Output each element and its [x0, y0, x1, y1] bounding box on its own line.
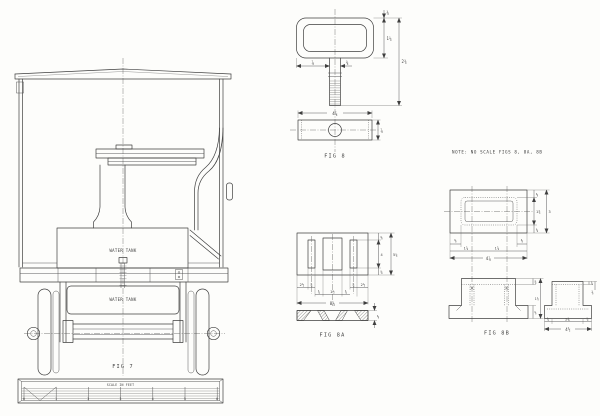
wheel-left [27, 289, 59, 375]
dim-label: ⅞ [311, 60, 315, 65]
rear-axle [24, 321, 225, 343]
boiler-drum [94, 145, 205, 228]
dim-label: ¾ [310, 283, 313, 287]
platform-frame [20, 268, 228, 282]
upper-tank-label: WATER TANK [109, 248, 137, 253]
dim-label: 1¼ [386, 36, 392, 41]
dim-label: ⅜ [534, 280, 537, 285]
fig8b-end-elevation [545, 282, 598, 332]
dim-label: ⅝ [454, 239, 457, 243]
dim-label: ⅞ [380, 128, 384, 133]
fig8b-plan-view [444, 186, 551, 322]
tick-label: 5 [183, 397, 187, 401]
fig8b-caption: FIG 8B [484, 330, 510, 337]
left-post [19, 79, 23, 267]
dim-label: 4 [380, 253, 383, 257]
fig8a-slotted-plate [297, 233, 398, 339]
dim-label: ⅝ [536, 193, 539, 197]
dim-label: ⅝ [380, 270, 383, 275]
dim-label: 2¾ [565, 317, 570, 322]
fig8a-section-view [297, 300, 380, 328]
dim-label: 2½ [299, 283, 305, 287]
dim-label: ⅝ [380, 236, 383, 240]
tick-label: 6 [216, 397, 219, 401]
fig8b-recessed-block [444, 186, 597, 337]
dim-label: ⅝ [536, 228, 539, 233]
dim-label: 2½ [360, 283, 366, 287]
cab-side-sheet [195, 128, 224, 230]
dim-label: 4⅞ [485, 255, 492, 261]
tick-label: 1 [55, 397, 58, 401]
dim-label: ¾ [317, 290, 321, 294]
dim-label: ⅜ [591, 291, 594, 295]
fig8-plan-view [290, 111, 384, 141]
dim-label: ⅝ [534, 311, 537, 315]
fig7-rear-elevation [15, 58, 233, 376]
no-scale-note: NOTE: NO SCALE FIGS 8, 8A, 8B [452, 149, 543, 155]
fig8b-front-elevation [449, 279, 544, 319]
dim-label: ⅞ [586, 317, 589, 322]
right-post [220, 79, 224, 267]
side-handle [227, 183, 233, 200]
fig8-handle [290, 9, 407, 160]
fig8-caption: FIG 8 [324, 153, 346, 160]
dim-label: 4⅞ [332, 110, 338, 116]
dim-label: ⅛ [591, 281, 594, 286]
lower-tank-label: WATER TANK [109, 297, 137, 302]
dim-label: 2¾ [401, 59, 407, 64]
tick-label: 2 [87, 397, 90, 401]
scale-bar-title: SCALE IN FEET [106, 383, 135, 387]
dim-label: ⅝ [520, 239, 524, 243]
dim-label: 1¾ [536, 210, 541, 214]
wheel-right [188, 289, 220, 375]
dim-label: 1½ [330, 290, 335, 294]
dim-label: 8¼ [329, 300, 336, 306]
dim-label: ⅜ [386, 10, 390, 15]
dim-label: ⅜ [346, 60, 349, 65]
fig8a-right-dimensions [357, 233, 398, 275]
tick-label: 4 [151, 397, 154, 401]
dim-label: 4½ [565, 326, 571, 332]
dim-label: ⅝ [377, 315, 380, 319]
dim-label: ⅞ [546, 317, 550, 322]
dim-label: ¾ [344, 290, 348, 294]
dim-label: 1⅞ [494, 246, 500, 251]
scale-bar [18, 379, 223, 403]
dim-label: 1⅞ [534, 297, 539, 301]
tick-label: 0 [22, 397, 26, 401]
dim-label: 3 [548, 210, 551, 214]
tick-label: 3 [119, 397, 122, 401]
fig8a-caption: FIG 8A [319, 332, 346, 339]
upper-water-tank [23, 228, 222, 268]
dim-label: 1⅞ [463, 246, 469, 251]
dim-label: 5¼ [393, 253, 398, 257]
fig7-caption: FIG 7 [112, 364, 134, 370]
dim-label: ¾ [352, 283, 355, 287]
